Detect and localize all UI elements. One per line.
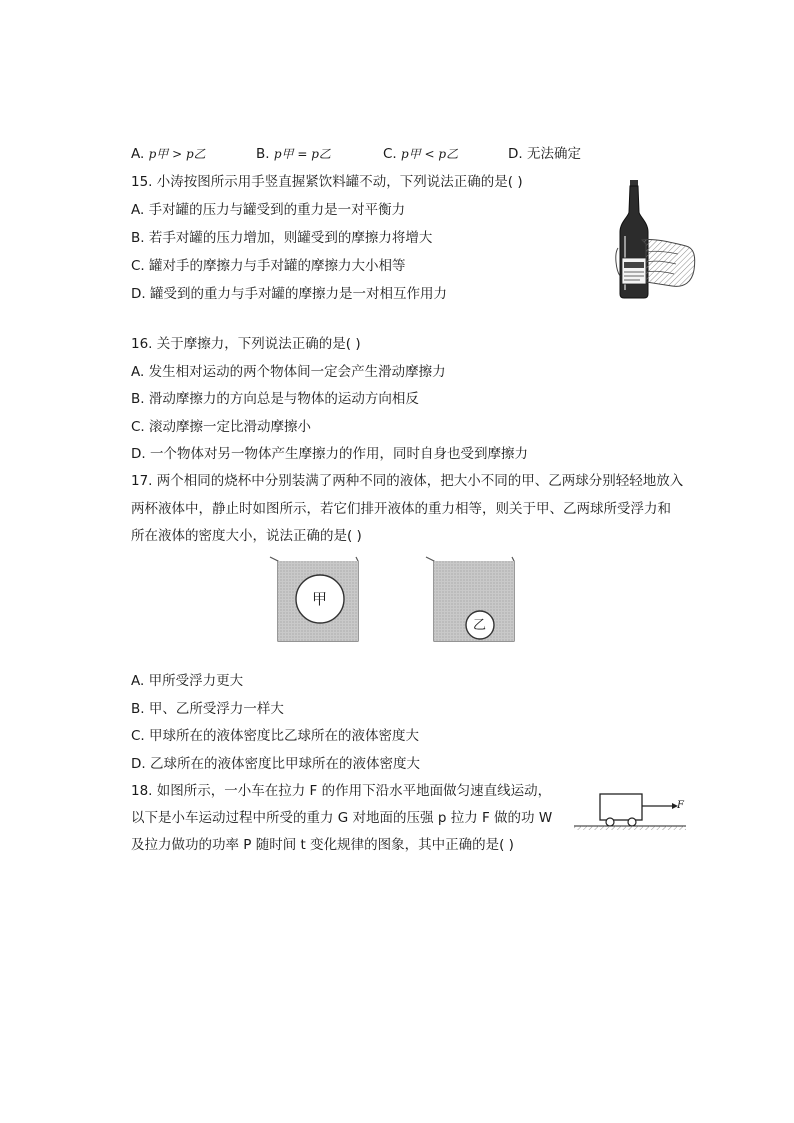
q16-option-c[interactable]: C. 滚动摩擦一定比滑动摩擦小 — [131, 419, 312, 435]
q15-option-b[interactable]: B. 若手对罐的压力增加，则罐受到的摩擦力将增大 — [131, 230, 433, 246]
q14-option-d[interactable]: D. 无法确定 — [508, 146, 581, 162]
q14-option-a-expr: p甲 > p乙 — [148, 147, 206, 161]
ball-jia-label: 甲 — [312, 590, 328, 608]
bottle-in-hand-figure — [606, 178, 698, 300]
cart-figure — [574, 788, 694, 832]
q16-option-a[interactable]: A. 发生相对运动的两个物体间一定会产生滑动摩擦力 — [131, 364, 446, 380]
q14-option-a[interactable] — [131, 145, 206, 163]
ball-yi-label: 乙 — [473, 618, 487, 633]
q16-option-d[interactable]: D. 一个物体对另一物体产生摩擦力的作用，同时自身也受到摩擦力 — [131, 446, 528, 462]
q18-stem-line-3: 及拉力做功的功率 P 随时间 t 变化规律的图象，其中正确的是( ) — [131, 837, 514, 853]
q14-option-a-letter: A. — [131, 146, 149, 162]
cart-drawing — [574, 788, 694, 832]
q15-option-d[interactable]: D. 罐受到的重力与手对罐的摩擦力是一对相互作用力 — [131, 286, 447, 302]
q14-option-c[interactable] — [383, 145, 458, 163]
q15-option-c[interactable]: C. 罐对手的摩擦力与手对罐的摩擦力大小相等 — [131, 258, 406, 274]
q18-stem-line-2: 以下是小车运动过程中所受的重力 G 对地面的压强 p 拉力 F 做的功 W — [131, 810, 553, 826]
beakers-figure — [268, 555, 518, 645]
q15-option-a[interactable]: A. 手对罐的压力与罐受到的重力是一对平衡力 — [131, 202, 406, 218]
q18-stem-line-1: 18. 如图所示，一小车在拉力 F 的作用下沿水平地面做匀速直线运动， — [131, 783, 552, 799]
q17-stem-line-3: 所在液体的密度大小，说法正确的是( ) — [131, 528, 362, 544]
q17-stem-line-2: 两杯液体中，静止时如图所示，若它们排开液体的重力相等，则关于甲、乙两球所受浮力和 — [131, 501, 671, 517]
q14-option-c-expr: p甲 < p乙 — [401, 147, 459, 161]
q16-option-b[interactable]: B. 滑动摩擦力的方向总是与物体的运动方向相反 — [131, 391, 419, 407]
q14-option-b-letter: B. — [256, 146, 274, 162]
q14-option-b-expr: p甲 = p乙 — [273, 147, 331, 161]
q17-option-a[interactable]: A. 甲所受浮力更大 — [131, 673, 244, 689]
q17-option-c[interactable]: C. 甲球所在的液体密度比乙球所在的液体密度大 — [131, 728, 420, 744]
q15-stem: 15. 小涛按图所示用手竖直握紧饮料罐不动，下列说法正确的是( ) — [131, 174, 523, 190]
q14-option-b[interactable] — [256, 145, 331, 163]
q17-option-b[interactable]: B. 甲、乙所受浮力一样大 — [131, 701, 284, 717]
q16-stem: 16. 关于摩擦力，下列说法正确的是( ) — [131, 336, 361, 352]
q14-option-c-letter: C. — [383, 146, 402, 162]
force-f-label: F — [677, 800, 684, 811]
q17-option-d[interactable]: D. 乙球所在的液体密度比甲球所在的液体密度大 — [131, 756, 420, 772]
q17-stem-line-1: 17. 两个相同的烧杯中分别装满了两种不同的液体，把大小不同的甲、乙两球分别轻轻地放入 — [131, 473, 684, 489]
